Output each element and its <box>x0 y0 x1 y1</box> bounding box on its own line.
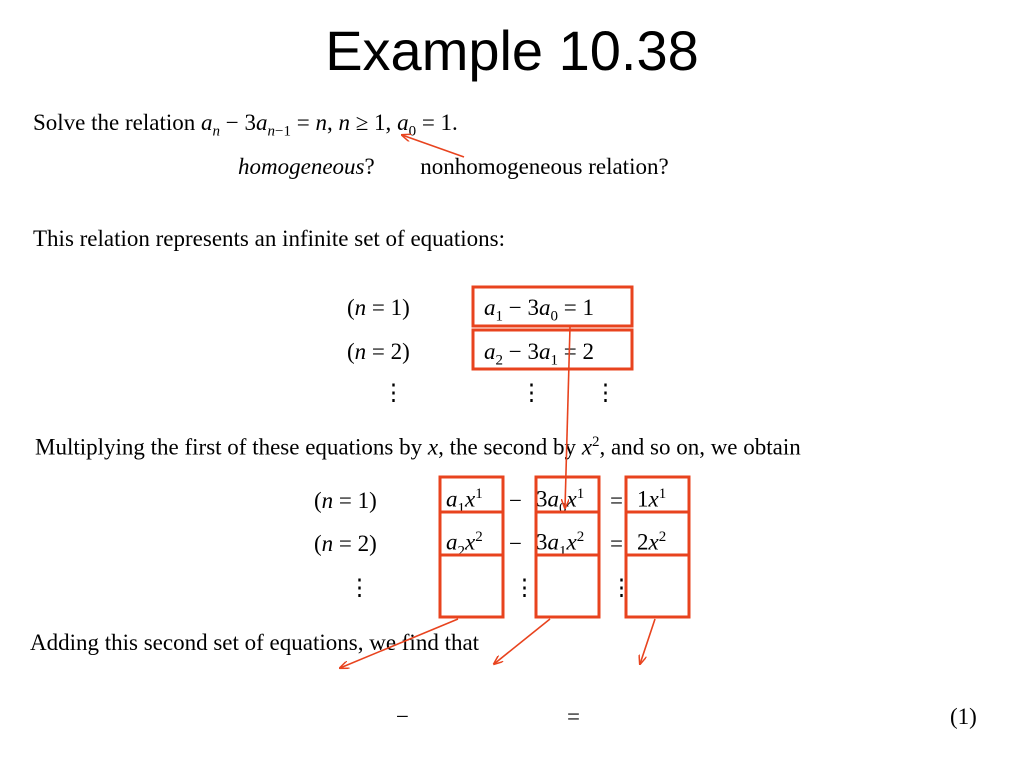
equation-number: (1) <box>950 704 977 729</box>
box-equation-1 <box>473 287 632 326</box>
sum-arrow-rhs <box>640 619 655 664</box>
case-label-n1: (n = 1) <box>347 295 410 320</box>
problem-prefix: Solve the relation <box>33 110 196 135</box>
term-a1x1: $a_1x^1$ <box>446 486 483 517</box>
vdots-3: ⋮ <box>594 380 617 405</box>
nonhomogeneous-label: nonhomogeneous relation <box>420 154 659 179</box>
sum-arrow-a <box>340 619 458 668</box>
minus-sign-row2: − <box>509 531 522 556</box>
vdots-1: ⋮ <box>382 380 405 405</box>
slide-title: Example 10.38 <box>325 19 699 82</box>
case-label-n2: (n = 2) <box>347 339 410 364</box>
case-label-n2-second: (n = 2) <box>314 531 377 556</box>
case-label-n1-second: (n = 1) <box>314 488 377 513</box>
vdots-5: ⋮ <box>513 575 536 600</box>
sum-arrow-3a <box>494 619 550 664</box>
multiply-arrow <box>565 327 570 508</box>
equation-a1: $a_1 - 3a_0 = 1$ <box>484 295 594 325</box>
recurrence-relation: $a_n - 3a_{n-1} = n$, n ≥ 1, $a_0 = 1$. <box>201 110 458 140</box>
homogeneous-label: homogeneous <box>238 154 365 179</box>
multiplying-sentence: Multiplying the first of these equations by x, the second by $x^2$, and so on, we obtain <box>35 434 801 460</box>
final-equals-sign: = <box>567 704 580 729</box>
vdots-4: ⋮ <box>348 575 371 600</box>
question-mark-2: ? <box>658 154 669 179</box>
term-a2x2: $a_2x^2$ <box>446 529 483 560</box>
box-column-3a <box>536 477 599 617</box>
box-column-rhs <box>626 477 689 617</box>
final-minus-sign: − <box>396 704 409 729</box>
nonhomogeneous-arrow <box>402 135 464 157</box>
term-1x1: $1x^1$ <box>637 486 667 512</box>
infinite-set-sentence: This relation represents an infinite set of equations: <box>33 226 506 251</box>
term-3a1x2: $3a_1x^2$ <box>536 529 585 560</box>
equals-sign-row1: = <box>610 488 623 513</box>
term-3a0x1: $3a_0x^1$ <box>536 486 585 517</box>
equation-a2: $a_2 - 3a_1 = 2$ <box>484 339 594 369</box>
term-2x2: $2x^2$ <box>637 529 667 555</box>
vdots-6: ⋮ <box>610 575 633 600</box>
minus-sign-row1: − <box>509 488 522 513</box>
question-mark-1: ? <box>364 154 375 179</box>
vdots-2: ⋮ <box>520 380 543 405</box>
box-equation-2 <box>473 330 632 369</box>
box-column-a <box>440 477 503 617</box>
adding-sentence: Adding this second set of equations, we find that <box>30 630 480 655</box>
equals-sign-row2: = <box>610 531 623 556</box>
